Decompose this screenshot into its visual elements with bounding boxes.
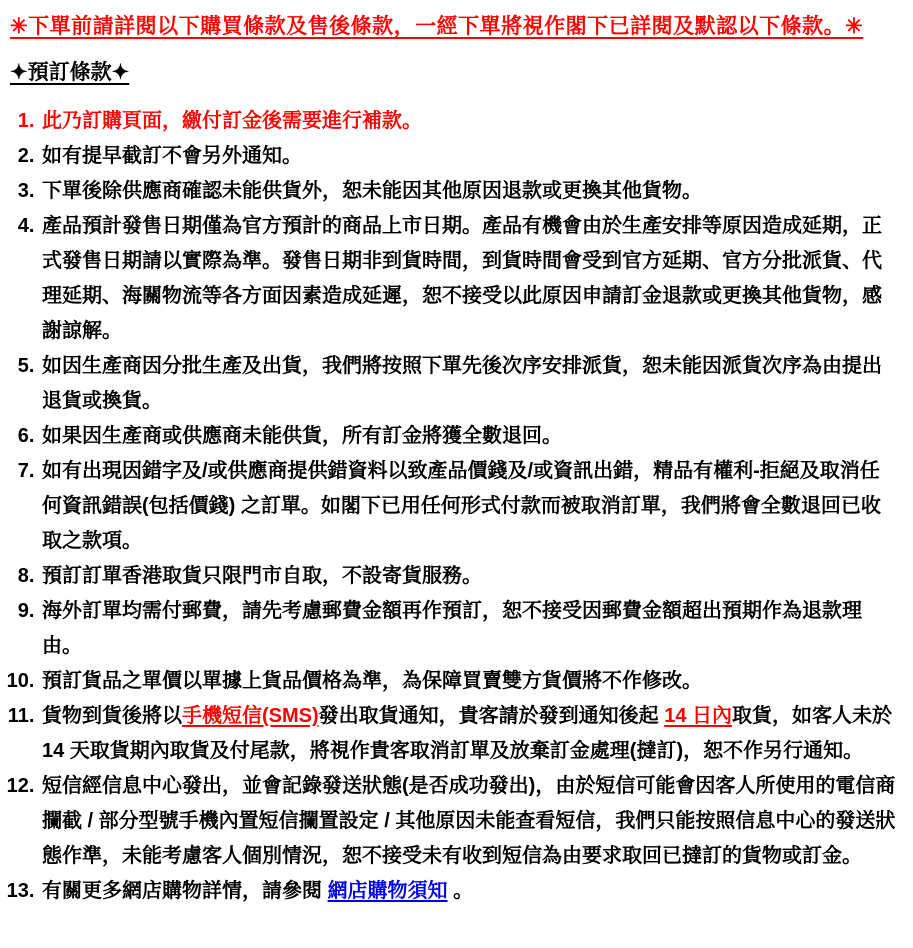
section-title-preorder-terms: ✦預訂條款✦ xyxy=(10,61,130,85)
term-item xyxy=(40,699,899,769)
term-item xyxy=(40,594,899,664)
term-item xyxy=(40,139,899,174)
term-text: 如有出現因錯字及/或供應商提供錯資料以致產品價錢及/或資訊出錯，精品有權利-拒絕及取消任何資訊錯誤(包括價錢) 之訂單。如閣下已用任何形式付款而被取消訂單，我們將會全數退回已收取之款項。 xyxy=(42,459,881,552)
term-text: 如有提早截訂不會另外通知。 xyxy=(42,144,302,167)
term-item xyxy=(40,559,899,594)
term-item xyxy=(40,419,899,454)
term-text: 產品預計發售日期僅為官方預計的商品上市日期。產品有機會由於生產安排等原因造成延期，正式發售日期請以實際為準。發售日期非到貨時間，到貨時間會受到官方延期、官方分批派貨、代理延期、海關物流等各方面因素造成延遲，恕不接受以此原因申請訂金退款或更換其他貨物，感謝諒解。 xyxy=(42,214,882,342)
term-highlight-red: 14 日內 xyxy=(664,704,733,727)
term-item xyxy=(40,209,899,349)
term-item xyxy=(40,174,899,209)
term-item xyxy=(40,349,899,419)
term-text: 取貨，如客人未於 14 天取貨期內取貨及付尾款，將視作貴客取消訂單及放棄訂金處理(撻訂)，恕不作另行通知。 xyxy=(42,704,893,762)
terms-list xyxy=(10,104,899,909)
term-text: 短信經信息中心發出，並會記錄發送狀態(是否成功發出)，由於短信可能會因客人所使用的電信商攔截 / 部分型號手機內置短信攔置設定 / 其他原因未能查看短信，我們只能按照信息中心的發送狀態作準，未能考慮客人個別情況，恕不接受未有收到短信為由要求取回已撻訂的貨物或訂金。 xyxy=(42,774,896,867)
shop-guide-link[interactable]: 網店購物須知 xyxy=(327,879,448,902)
term-item xyxy=(40,104,899,139)
term-text: 如果因生產商或供應商未能供貨，所有訂金將獲全數退回。 xyxy=(42,424,562,447)
term-text: 。 xyxy=(447,879,474,902)
term-text: 貨物到貨後將以 xyxy=(42,704,182,727)
term-text: 下單後除供應商確認未能供貨外，恕未能因其他原因退款或更換其他貨物。 xyxy=(42,179,702,202)
term-text: 發出取貨通知，貴客請於發到通知後起 xyxy=(318,704,665,727)
term-highlight-red: 手機短信(SMS) xyxy=(182,704,319,727)
term-item xyxy=(40,664,899,699)
purchase-notice-banner: ✳下單前請詳閱以下購買條款及售後條款，一經下單將視作閣下已詳閱及默認以下條款。✳ xyxy=(10,15,864,38)
term-text: 預訂訂單香港取貨只限門市自取，不設寄貨服務。 xyxy=(42,564,482,587)
term-text: 海外訂單均需付郵費，請先考慮郵費金額再作預訂，恕不接受因郵費金額超出預期作為退款理由。 xyxy=(42,599,862,657)
term-item xyxy=(40,454,899,559)
term-text: 如因生產商因分批生產及出貨，我們將按照下單先後次序安排派貨，恕未能因派貨次序為由提出退貨或換貨。 xyxy=(42,354,882,412)
term-text: 有關更多網店購物詳情，請參閱 xyxy=(42,879,328,902)
term-text: 此乃訂購頁面，繳付訂金後需要進行補款。 xyxy=(42,109,422,132)
term-item xyxy=(40,769,899,874)
term-item xyxy=(40,874,899,909)
term-text: 預訂貨品之單價以單據上貨品價格為準，為保障買賣雙方貨價將不作修改。 xyxy=(42,669,702,692)
